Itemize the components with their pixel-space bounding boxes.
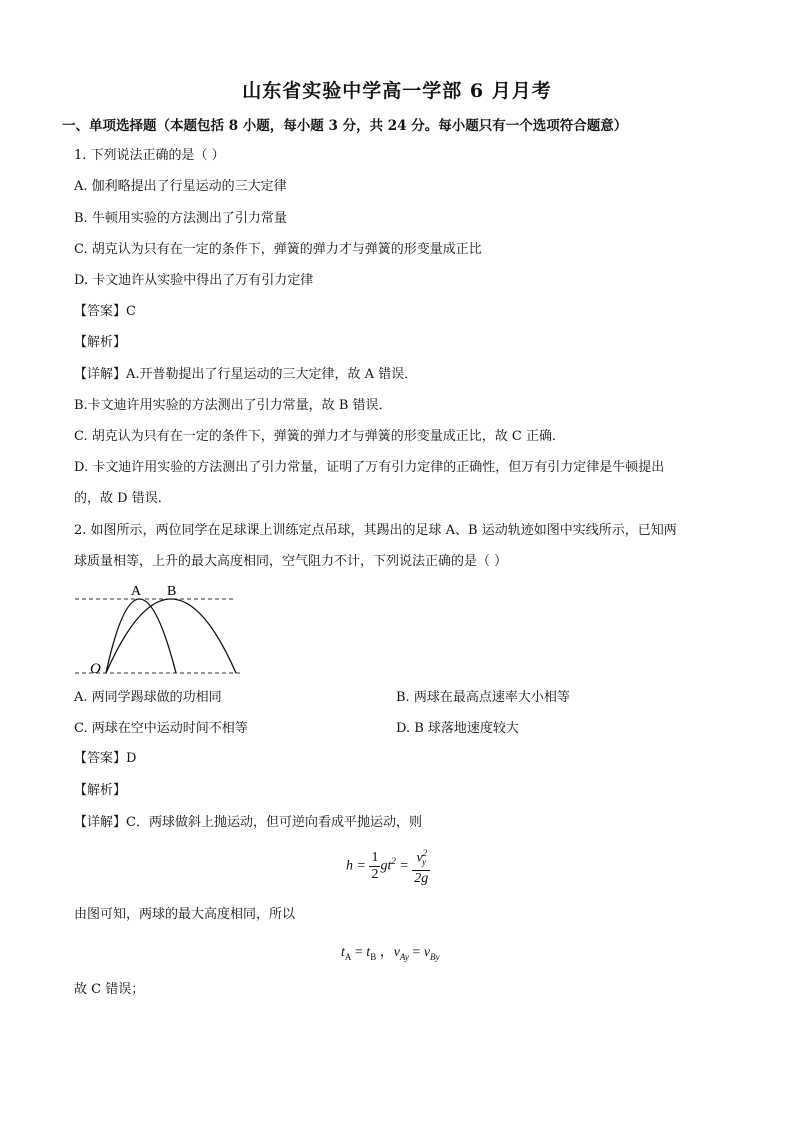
label-a: A [131,584,142,599]
eq1-gt: gt [380,858,392,874]
eq1-frac2-den: 2g [414,871,429,887]
detail-tag: 【详解】 [74,815,127,830]
eq2-equals-1: = [351,945,367,960]
q1-analysis-tag: 【解析】 [74,335,127,350]
q2-option-d: D. B 球落地速度较大 [396,721,519,736]
label-b: B [167,584,177,599]
trajectory-figure [70,578,245,678]
q2-answer [74,750,136,768]
label-origin: O [90,661,101,677]
q1-option-c: C. 胡克认为只有在一定的条件下，弹簧的弹力才与弹簧的形变量成正比 [74,242,482,257]
eq2-t-a: t [341,945,345,960]
eq1-frac1-den: 2 [371,866,379,882]
q1-detail-line-5: 的，故 D 错误． [74,491,171,506]
q2-detail-line-1 [74,814,422,832]
answer-tag: 【答案】 [74,751,127,766]
equation-2 [341,944,440,966]
q1-option-b: B. 牛顿用实验的方法测出了引力常量 [74,211,287,226]
eq2-by-sub: By [430,951,440,962]
detail-text: A.开普勒提出了行星运动的三大定律，故 A 错误． [126,367,418,382]
eq1-gt-exp: 2 [391,855,396,866]
q2-stem-line-1: 2. 如图所示，两位同学在足球课上训练定点吊球，其踢出的足球 A、B 运动轨迹如图中实线所示，已知两 [74,523,677,538]
eq2-separator: ， [376,945,394,960]
eq1-fraction-half [369,850,380,883]
q2-option-b: B. 两球在最高点速率大小相等 [396,690,570,705]
q1-option-d: D. 卡文迪许从实验中得出了万有引力定律 [74,273,314,288]
q1-detail-line-3: C. 胡克认为只有在一定的条件下，弹簧的弹力才与弹簧的形变量成正比，故 C 正确． [74,429,565,444]
page-title: 山东省实验中学高一学部 6 月月考 [242,80,552,102]
detail-text: C．两球做斜上抛运动，但可逆向看成平抛运动，则 [126,815,422,830]
q1-stem: 1. 下列说法正确的是（ ） [74,148,225,163]
eq1-equals: = [399,858,409,874]
eq2-ay-sub: Ay [399,951,409,962]
eq2-b-sub: B [370,951,377,962]
q1-detail-line-1 [74,366,417,384]
q2-conclusion: 故 C 错误； [74,982,145,997]
eq2-t-b: t [366,945,371,960]
q2-detail-line-2: 由图可知，两球的最大高度相同，所以 [74,907,296,922]
eq1-frac1-num: 1 [371,849,379,865]
answer-value: D [126,751,137,766]
trajectory-a [106,599,176,673]
eq2-a-sub: A [344,951,352,962]
eq2-equals-2: = [408,945,424,960]
eq1-v-exp: 2 [422,848,428,858]
q2-option-a: A. 两同学踢球做的功相同 [74,690,222,705]
q1-detail-line-2: B.卡文迪许用实验的方法测出了引力常量，故 B 错误． [74,398,392,413]
answer-tag: 【答案】 [74,304,127,319]
section-heading: 一、单项选择题（本题包括 8 小题，每小题 3 分，共 24 分。每小题只有一个选项符合题意） [62,118,628,134]
q1-detail-line-4: D. 卡文迪许用实验的方法测出了引力常量，证明了万有引力定律的正确性，但万有引力定律是牛顿提出 [74,460,665,475]
answer-value: C [126,304,136,319]
eq2-v-a: v [393,945,400,960]
detail-tag: 【详解】 [74,367,127,382]
q2-stem-line-2: 球质量相等，上升的最大高度相同，空气阻力不计，下列说法正确的是（ ） [74,554,508,569]
q1-option-a: A. 伽利略提出了行星运动的三大定律 [74,179,287,194]
eq2-v-b: v [423,945,431,960]
q2-analysis-tag: 【解析】 [74,783,127,798]
eq1-fraction-v [412,845,430,887]
eq1-v: v [416,850,423,866]
eq1-v-sub: y [422,857,427,868]
eq1-lhs: h = [346,858,366,874]
equation-1 [346,845,430,887]
q1-answer [74,303,136,321]
q2-option-c: C. 两球在空中运动时间不相等 [74,721,248,736]
